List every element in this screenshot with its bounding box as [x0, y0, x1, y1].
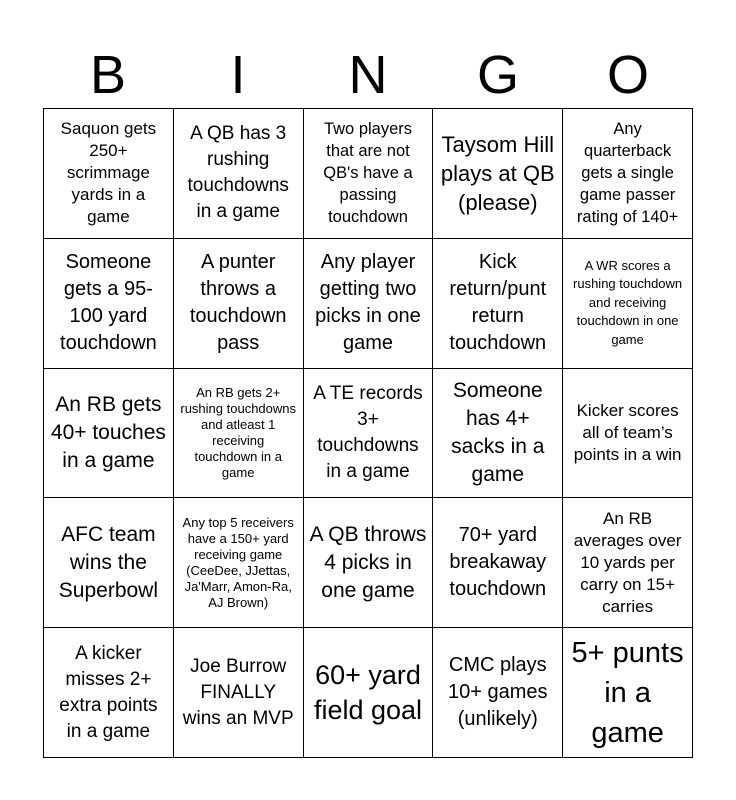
bingo-cell[interactable] [563, 498, 693, 628]
bingo-cell-text: AFC team wins the Superbowl [58, 522, 159, 602]
bingo-cell-text: Any player getting two picks in one game [315, 251, 421, 355]
bingo-cell[interactable] [304, 628, 434, 758]
bingo-cell[interactable] [304, 239, 434, 369]
bingo-cell[interactable] [174, 239, 304, 369]
bingo-cell-text: Taysom Hill plays at QB (please) [440, 131, 555, 215]
header-letter-b: B [89, 45, 127, 105]
bingo-cell-text: Someone gets a 95-100 yard touchdown [60, 251, 157, 355]
header-letter-i: I [230, 45, 246, 105]
bingo-cell-text: 70+ yard breakaway touchdown [449, 524, 547, 601]
bingo-cell-text: 5+ punts in a game [571, 636, 684, 749]
bingo-cell[interactable] [433, 239, 563, 369]
bingo-cell-text: Kicker scores all of team’s points in a win [573, 400, 682, 464]
bingo-cell-text: Any top 5 receivers have a 150+ yard receiving game (CeeDee, JJettas, Ja'Marr, Amon-Ra, AJ Brown) [182, 514, 294, 610]
bingo-cell-text: A TE records 3+ touchdowns in a game [313, 382, 423, 482]
bingo-cell[interactable] [44, 369, 174, 499]
bingo-cell-text: A kicker misses 2+ extra points in a game [59, 642, 158, 742]
bingo-cell[interactable] [563, 369, 693, 499]
bingo-cell[interactable] [174, 369, 304, 499]
bingo-cell[interactable] [44, 109, 174, 239]
bingo-cell[interactable] [433, 369, 563, 499]
bingo-cell[interactable] [304, 109, 434, 239]
bingo-cell[interactable] [433, 498, 563, 628]
bingo-cell-text: Saquon gets 250+ scrimmage yards in a game [60, 119, 157, 227]
bingo-cell-text: Kick return/punt return touchdown [449, 251, 547, 355]
bingo-grid [43, 108, 693, 758]
bingo-cell[interactable] [174, 109, 304, 239]
bingo-cell[interactable] [433, 109, 563, 239]
bingo-cell[interactable] [174, 628, 304, 758]
bingo-cell[interactable] [304, 498, 434, 628]
bingo-cell[interactable] [563, 109, 693, 239]
bingo-cell-text: A QB throws 4 picks in one game [309, 522, 427, 602]
bingo-cell[interactable] [174, 498, 304, 628]
bingo-cell-text: An RB gets 40+ touches in a game [50, 392, 166, 472]
header-letter-o: O [606, 45, 649, 105]
bingo-cell-text: A WR scores a rushing touchdown and receiving touchdown in one game [573, 257, 683, 347]
header-letter-n: N [348, 45, 388, 105]
bingo-cell-text: An RB gets 2+ rushing touchdowns and atleast 1 receiving touchdown in a game [180, 384, 297, 480]
bingo-cell-text: CMC plays 10+ games (unlikely) [448, 654, 548, 731]
bingo-cell-text: Joe Burrow FINALLY wins an MVP [182, 655, 294, 729]
bingo-cell-text: A QB has 3 rushing touchdowns in a game [187, 123, 289, 223]
bingo-cell-text: An RB averages over 10 yards per carry on 15+ carries [573, 508, 682, 616]
bingo-cell[interactable] [563, 628, 693, 758]
bingo-cell[interactable] [433, 628, 563, 758]
bingo-cell-text: Two players that are not QB's have a passing touchdown [323, 120, 413, 227]
bingo-cell[interactable] [44, 239, 174, 369]
header-letter-g: G [476, 45, 519, 105]
bingo-cell[interactable] [44, 498, 174, 628]
bingo-cell[interactable] [304, 369, 434, 499]
bingo-cell[interactable] [44, 628, 174, 758]
bingo-cell-text: 60+ yard field goal [313, 659, 423, 725]
bingo-header [43, 42, 693, 108]
bingo-cell-text: A punter throws a touchdown pass [189, 251, 287, 355]
bingo-cell-text: Any quarterback gets a single game passer rating of 140+ [576, 120, 679, 227]
bingo-cell[interactable] [563, 239, 693, 369]
bingo-cell-text: Someone has 4+ sacks in a game [451, 378, 545, 486]
